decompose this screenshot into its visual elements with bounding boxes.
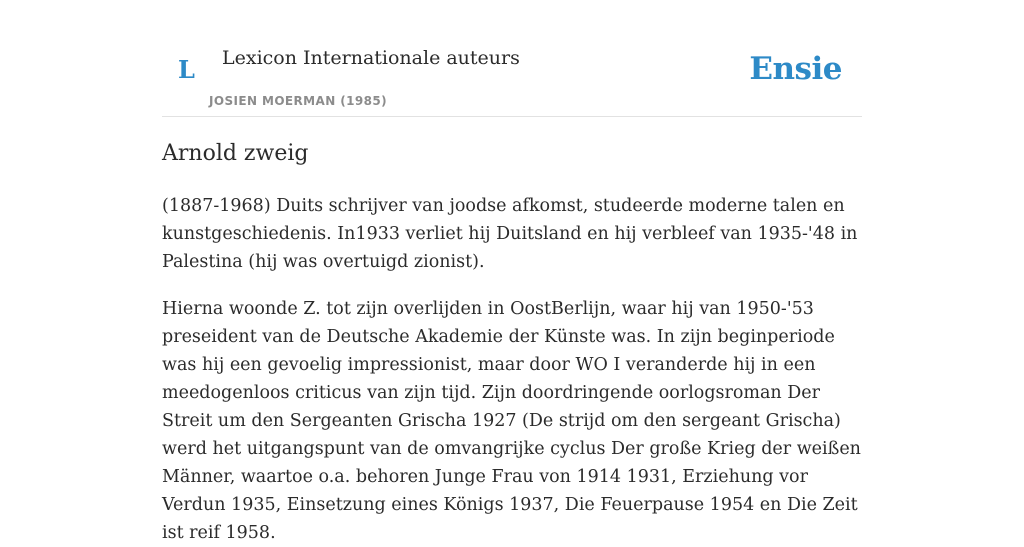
header — [162, 0, 862, 117]
article-paragraph: (1887-1968) Duits schrijver van joodse afkomst, studeerde moderne talen en kunstgeschiedenis. In1933 verliet hij Duitsland en hij verbleef van 1935-'48 in Palestina (hij was overtuigd zionist). — [162, 196, 858, 272]
ensie-logo[interactable]: Ensie — [749, 51, 842, 87]
book-author[interactable]: JOSIEN MOERMAN (1985) — [209, 94, 387, 108]
book-title[interactable]: Lexicon Internationale auteurs — [222, 47, 520, 69]
lexicon-logo-letter[interactable]: L — [178, 55, 195, 84]
article — [162, 134, 862, 547]
article-title: Arnold zweig — [162, 141, 309, 166]
article-paragraph: Hierna woonde Z. tot zijn overlijden in OostBerlijn, waar hij van 1950-'53 preseident van de Deutsche Akademie der Künste was. In zijn beginperiode was hij een gevoelig impressionist, maar door WO I veranderde hij in een meedogenloos criticus van zijn tijd. Zijn doordringende oorlogsroman Der Streit um den Sergeanten Grischa 1927 (De strijd om den sergeant Grischa) werd het uitgangspunt van de omvangrijke cyclus Der große Krieg der weißen Männer, waartoe o.a. behoren Junge Frau von 1914 1931, Erziehung vor Verdun 1935, Einsetzung eines Königs 1937, Die Feuerpause 1954 en Die Zeit ist reif 1958. — [162, 299, 861, 543]
